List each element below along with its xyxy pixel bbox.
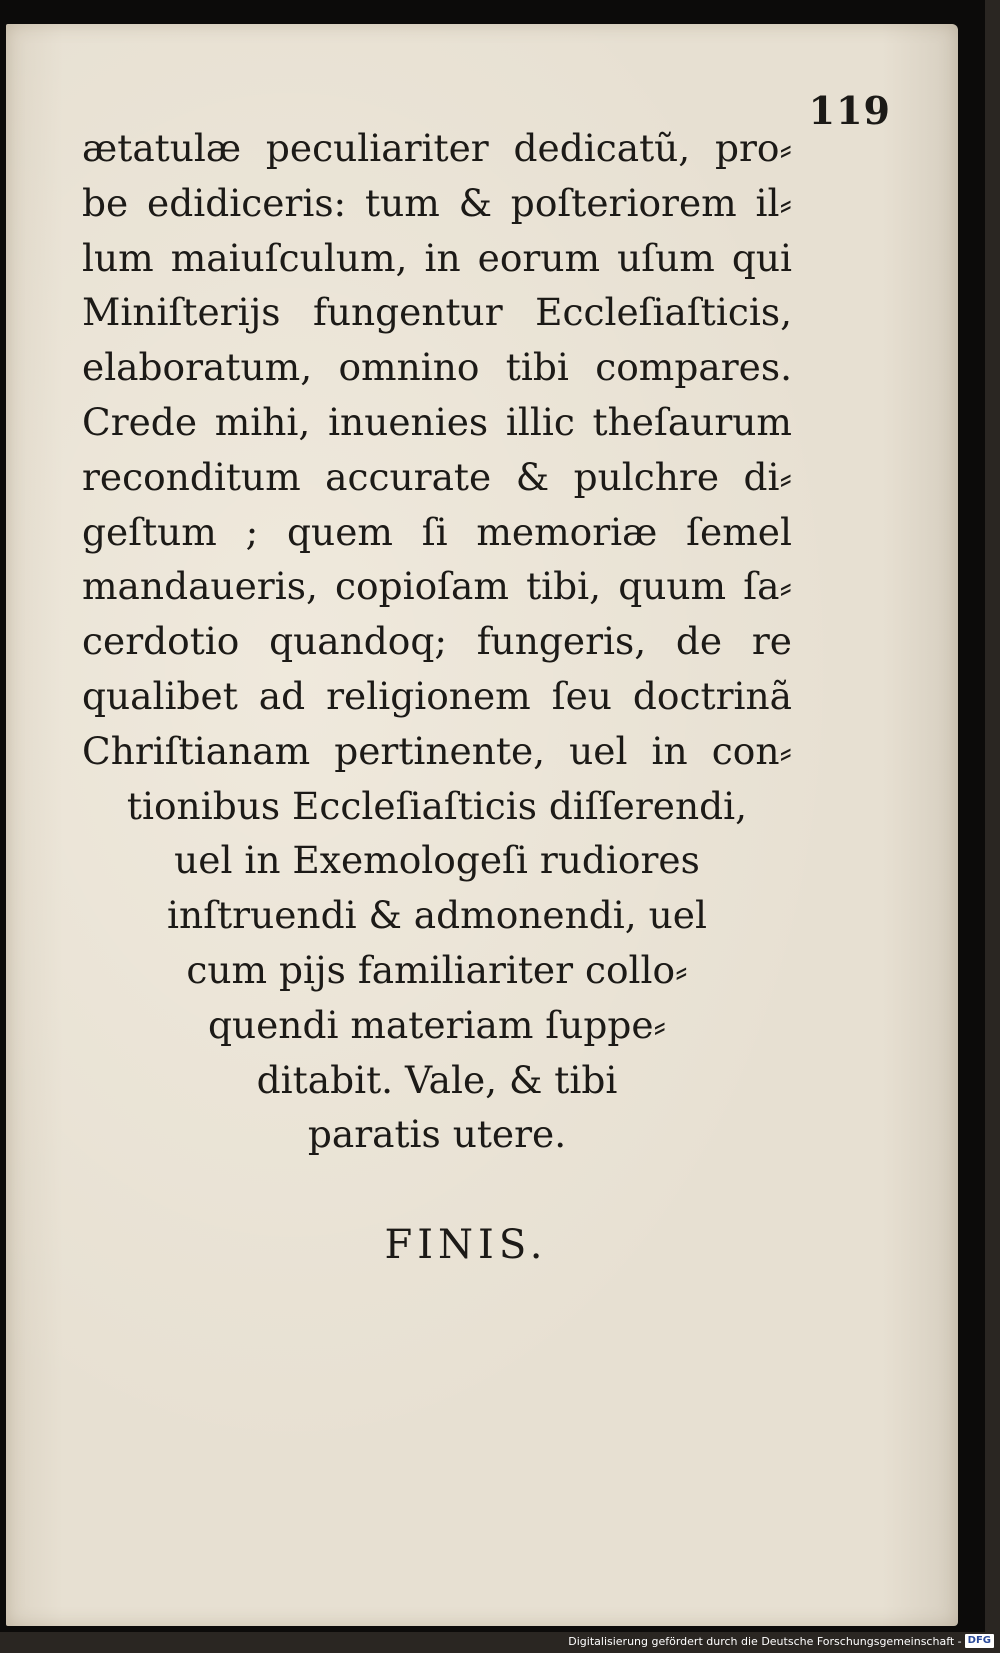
digitization-credit <box>568 1633 994 1649</box>
dfg-logo: DFG <box>965 1634 994 1648</box>
finis-heading: FINIS. <box>384 1222 548 1268</box>
text-line: Chriſtianam pertinente, uel in con⸗ <box>82 728 792 773</box>
text-line: geſtum ; quem ſi memoriæ ſemel <box>82 509 792 554</box>
book-page <box>6 24 958 1626</box>
text-line: cerdotio quandoq; fungeris, de re <box>82 619 792 664</box>
text-line: tionibus Eccleſiaſticis diſſerendi, <box>126 783 748 828</box>
text-line: mandaueris, copioſam tibi, quum ſa⸗ <box>82 564 792 609</box>
text-line: ætatulæ peculiariter dedicatũ, pro⸗ <box>82 126 792 170</box>
text-line: lum maiuſculum, in eorum uſum qui <box>82 235 792 280</box>
text-line: elaboratum, omnino tibi compares. <box>82 345 792 390</box>
text-line: Miniſterijs fungentur Eccleſiaſticis, <box>82 290 792 335</box>
text-line: Crede mihi, inuenies illic theſaurum <box>82 399 792 444</box>
body-text <box>82 121 792 1162</box>
text-line: paratis utere. <box>307 1112 567 1157</box>
page-number: 119 <box>808 88 891 133</box>
text-line: inſtruendi & admonendi, uel <box>167 893 707 938</box>
text-line: uel in Exemologeſi rudiores <box>174 838 700 883</box>
credit-text: Digitalisierung gefördert durch die Deutsche Forschungsgemeinschaft - <box>568 1634 962 1648</box>
text-line: qualibet ad religionem ſeu doctrinã <box>82 673 792 718</box>
text-line: ditabit. Vale, & tibi <box>256 1057 618 1102</box>
text-line: reconditum accurate & pulchre di⸗ <box>82 454 792 499</box>
text-line: be edidiceris: tum & poſteriorem il⸗ <box>82 180 792 225</box>
text-line: quendi materiam ſuppe⸗ <box>207 1002 667 1047</box>
text-line: cum pijs familiariter collo⸗ <box>186 947 688 992</box>
